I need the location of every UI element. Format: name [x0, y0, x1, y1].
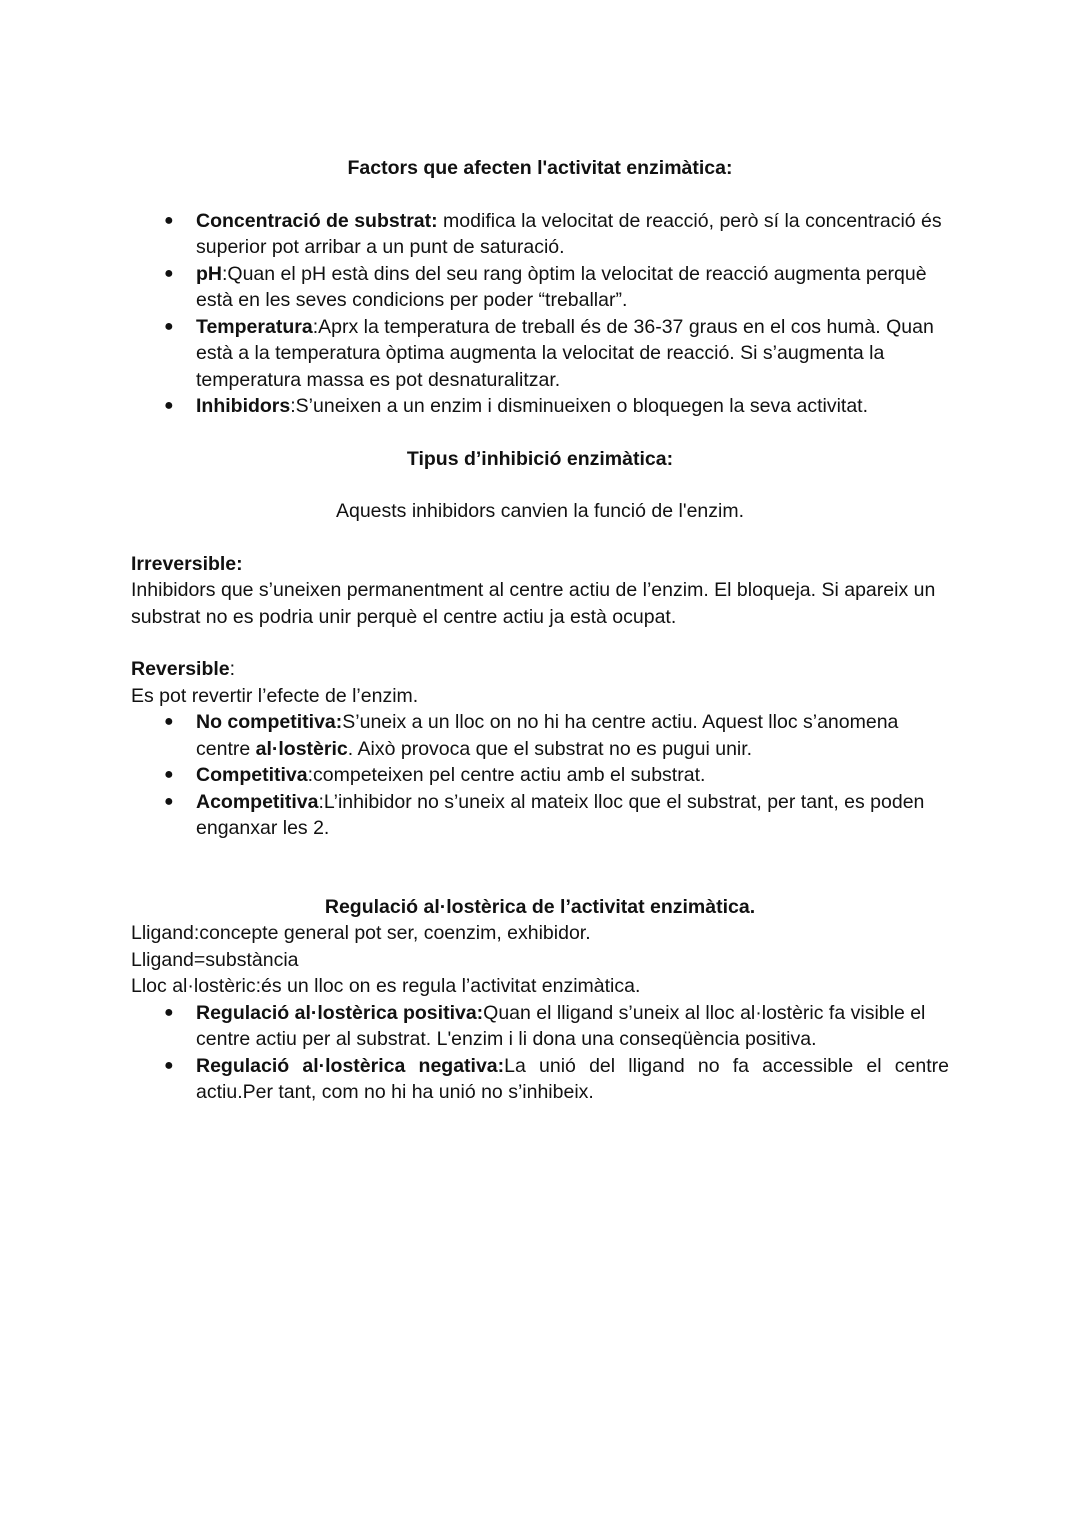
list-item [131, 762, 949, 789]
list-item [131, 261, 949, 314]
bullet-icon: ● [164, 317, 174, 335]
description: La unió del lligand no fa accessible el centre actiu.Per tant, com no hi ha unió no s’inhibeix. [196, 1054, 949, 1103]
description: :L’inhibidor no s’uneix al mateix lloc que el substrat, per tant, es poden enganxar les 2. [196, 790, 925, 839]
text-line: Lligand:concepte general pot ser, coenzim, exhibidor. [131, 922, 591, 944]
allosteric-list [131, 1000, 949, 1106]
section-title-inhibition: Tipus d’inhibició enzimàtica: [406, 447, 674, 470]
description: Quan el lligand s’uneix al lloc al·lostèric fa visible el centre actiu per al substrat. L'enzim i li dona una conseqüència positiva. [196, 1001, 926, 1050]
term: Regulació al·lostèrica negativa: [196, 1054, 505, 1077]
list-item [131, 709, 949, 762]
term: Temperatura [196, 315, 313, 338]
label-suffix: : [229, 658, 236, 680]
bullet-icon: ● [164, 792, 174, 810]
bullet-icon: ● [164, 1056, 174, 1074]
text-line: Lligand=substància [131, 948, 299, 971]
reversible-heading [131, 656, 949, 683]
term: Competitiva [196, 764, 308, 786]
description: S’uneix a un lloc on no hi ha centre actiu. Aquest lloc s’anomena centre [196, 711, 899, 760]
list-item [131, 393, 949, 420]
description: :S’uneixen a un enzim i disminueixen o bloquegen la seva activitat. [290, 395, 869, 417]
list-item [131, 789, 949, 842]
section-title-factors: Factors que afecten l'activitat enzimàtica: [347, 157, 733, 179]
term: Regulació al·lostèrica positiva: [196, 1001, 484, 1024]
list-item [131, 1000, 949, 1053]
reversible-list [131, 709, 949, 842]
term: Acompetitiva [196, 790, 319, 813]
list-item [131, 314, 949, 394]
list-item [131, 1053, 949, 1106]
term: No competitiva: [196, 711, 343, 733]
bullet-icon: ● [164, 211, 174, 229]
section-title-allosteric: Regulació al·lostèrica de l’activitat enzimàtica. [324, 895, 756, 918]
bullet-icon: ● [164, 264, 174, 282]
document-page [131, 155, 949, 1106]
bullet-icon: ● [164, 713, 174, 730]
irreversible-label: Irreversible: [131, 552, 243, 575]
factors-list [131, 208, 949, 420]
bullet-icon: ● [164, 397, 174, 414]
description: :Quan el pH està dins del seu rang òptim la velocitat de reacció augmenta perquè està en les seves condicions per poder “treballar”. [196, 262, 927, 311]
section-subtitle: Aquests inhibidors canvien la funció de l'enzim. [335, 500, 745, 522]
list-item [131, 208, 949, 261]
term: Concentració de substrat: [196, 209, 438, 232]
description: :Aprx la temperatura de treball és de 36-37 graus en el cos humà. Quan està a la temperatura òptima augmenta la velocitat de reacció. Si s’augmenta la temperatura massa es pot desnaturalitzar. [196, 315, 934, 391]
reversible-label: Reversible [131, 658, 230, 680]
term-allosteric: al·lostèric [255, 737, 348, 760]
bullet-icon: ● [164, 766, 174, 783]
description: :competeixen pel centre actiu amb el substrat. [307, 764, 706, 786]
reversible-text: Es pot revertir l’efecte de l’enzim. [131, 684, 419, 707]
text-line: Lloc al·lostèric:és un lloc on es regula l’activitat enzimàtica. [131, 975, 641, 997]
irreversible-text: Inhibidors que s’uneixen permanentment al centre actiu de l’enzim. El bloqueja. Si apareix un substrat no es podria unir perquè el centre actiu ja està ocupat. [131, 579, 936, 628]
description: . Això provoca que el substrat no es pugui unir. [347, 737, 753, 760]
term: Inhibidors [196, 395, 291, 417]
term: pH [196, 262, 222, 285]
bullet-icon: ● [164, 1003, 174, 1021]
description: modifica la velocitat de reacció, però sí la concentració és superior pot arribar a un punt de saturació. [196, 209, 942, 258]
